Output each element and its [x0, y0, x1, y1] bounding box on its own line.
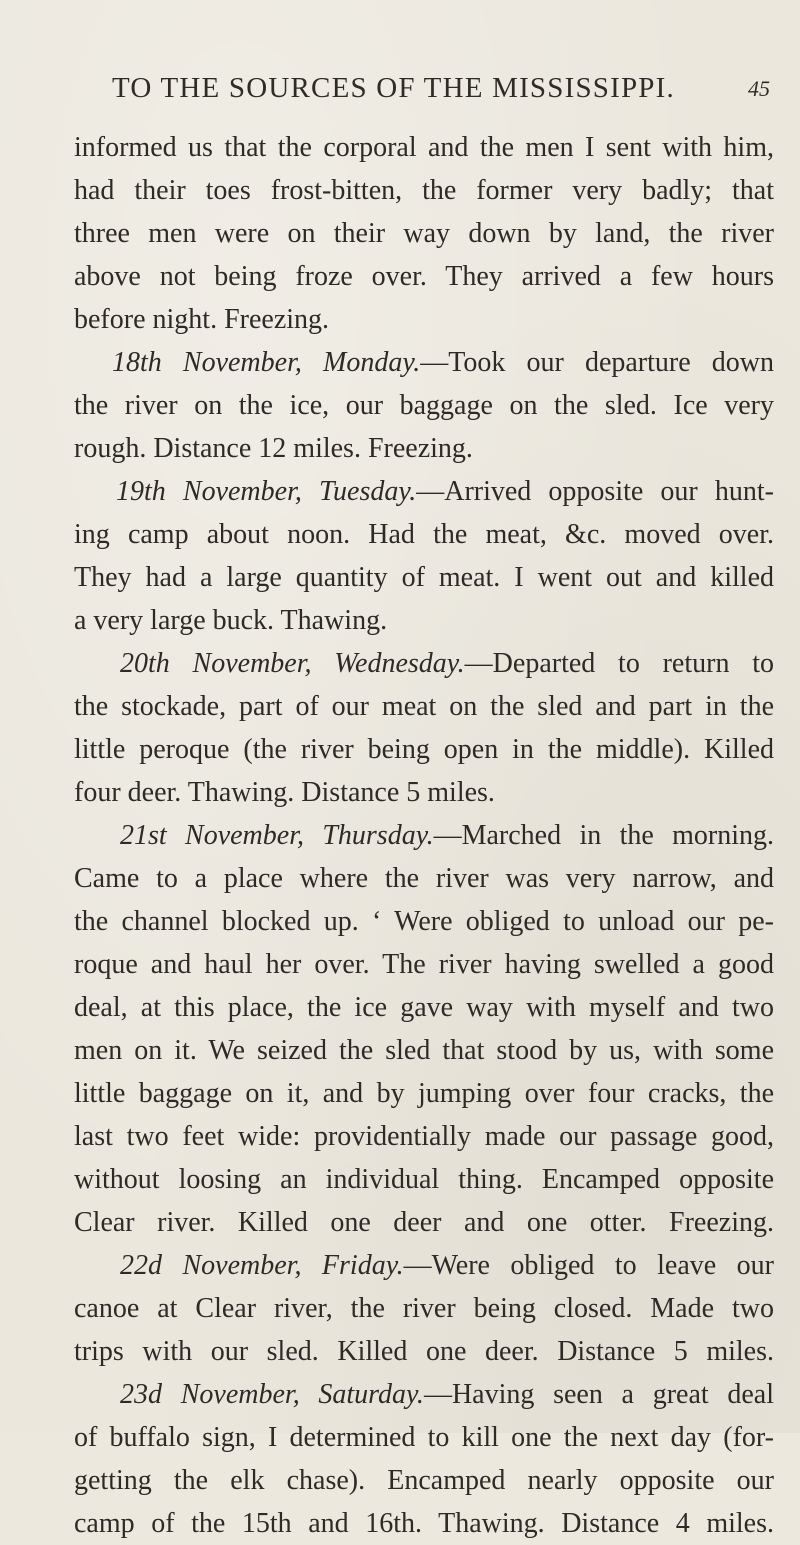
paragraph-end-line: rough. Distance 12 miles. Freezing. [74, 433, 473, 464]
entry-date: 20th November, Wednesday. [120, 648, 465, 679]
entry-heading-line: 22d November, Friday.—Were obliged to leave our [120, 1250, 774, 1281]
text-line: above not being froze over. They arrived a few hours [74, 261, 774, 292]
text-line: three men were on their way down by land, the river [74, 218, 774, 249]
text-line: getting the elk chase). Encamped nearly opposite our [74, 1465, 774, 1496]
entry-heading-line: 20th November, Wednesday.—Departed to return to [120, 648, 774, 679]
text-line: They had a large quantity of meat. I went out and killed [74, 562, 774, 593]
entry-date: 22d November, Friday. [120, 1250, 404, 1281]
page-number: 45 [748, 76, 770, 101]
entry-date: 19th November, Tuesday. [116, 476, 417, 507]
text-line: deal, at this place, the ice gave way with myself and two [74, 992, 774, 1023]
text-line: little peroque (the river being open in the middle). Killed [74, 734, 774, 765]
entry-date: 23d November, Saturday. [120, 1379, 424, 1410]
text-line: the stockade, part of our meat on the sled and part in the [74, 691, 774, 722]
text-line: the river on the ice, our baggage on the sled. Ice very [74, 390, 774, 421]
text-line: without loosing an individual thing. Encamped opposite [74, 1164, 774, 1195]
entry-date: 18th November, Monday. [112, 347, 421, 378]
running-head [0, 72, 800, 112]
text-line: Came to a place where the river was very narrow, and [74, 863, 774, 894]
text-line: informed us that the corporal and the men I sent with him, [74, 132, 774, 163]
paragraph-end-line: four deer. Thawing. Distance 5 miles. [74, 777, 495, 808]
text-line: men on it. We seized the sled that stood by us, with some [74, 1035, 774, 1066]
entry-heading-line: 21st November, Thursday.—Marched in the morning. [120, 820, 774, 851]
body-text [74, 126, 774, 1545]
entry-heading-line: 18th November, Monday.—Took our departure down [112, 347, 774, 378]
entry-heading-line: 23d November, Saturday.—Having seen a great deal [120, 1379, 775, 1410]
entry-date: 21st November, Thursday. [120, 820, 434, 851]
text-line: Clear river. Killed one deer and one otter. Freezing. [74, 1207, 774, 1238]
text-line: canoe at Clear river, the river being closed. Made two [74, 1293, 774, 1324]
text-line: little baggage on it, and by jumping over four cracks, the [74, 1078, 774, 1109]
text-line: had their toes frost-bitten, the former very badly; that [74, 175, 774, 206]
paragraph-end-line: a very large buck. Thawing. [74, 605, 388, 636]
text-line: camp of the 15th and 16th. Thawing. Distance 4 miles. [74, 1508, 774, 1539]
text-line: of buffalo sign, I determined to kill one the next day (for- [74, 1422, 774, 1453]
text-line: last two feet wide: providentially made our passage good, [74, 1121, 774, 1152]
text-line: trips with our sled. Killed one deer. Distance 5 miles. [74, 1336, 774, 1367]
text-line: roque and haul her over. The river having swelled a good [74, 949, 774, 980]
text-line: ing camp about noon. Had the meat, &c. moved over. [74, 519, 774, 550]
text-line: the channel blocked up. ‘ Were obliged to unload our pe- [74, 906, 774, 937]
entry-heading-line: 19th November, Tuesday.—Arrived opposite our hunt- [116, 476, 774, 507]
paragraph-end-line: before night. Freezing. [74, 304, 330, 335]
running-title: TO THE SOURCES OF THE MISSISSIPPI. [112, 72, 675, 104]
